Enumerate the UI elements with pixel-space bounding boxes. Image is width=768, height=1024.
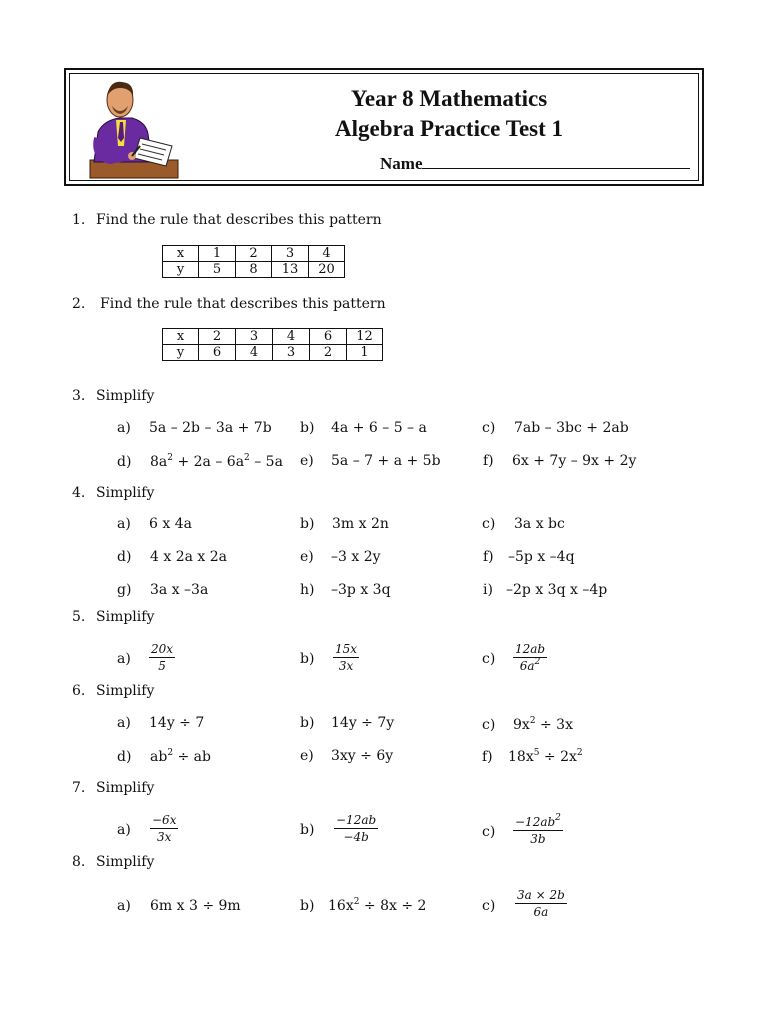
table-cell: 8 bbox=[236, 262, 272, 278]
q4f-label: f) bbox=[483, 549, 494, 565]
q4g-expression: 3a x –3a bbox=[150, 582, 209, 598]
q8-number: 8. bbox=[72, 854, 86, 870]
q4f-expression: –5p x –4q bbox=[508, 549, 575, 565]
table-cell: y bbox=[163, 345, 199, 361]
q3b-expression: 4a + 6 – 5 – a bbox=[331, 420, 427, 436]
q3a-expression: 5a – 2b – 3a + 7b bbox=[149, 420, 272, 436]
q3f-label: f) bbox=[483, 453, 494, 469]
name-field bbox=[380, 154, 690, 174]
q5a-fraction: 20x 5 bbox=[151, 642, 174, 673]
q4b-expression: 3m x 2n bbox=[332, 516, 389, 532]
q8b-expression: $16x^2 \div 8x \div 2$ bbox=[328, 897, 427, 914]
table-row bbox=[163, 246, 345, 262]
q1-text: Find the rule that describes this pattern bbox=[96, 212, 382, 228]
q2-number: 2. bbox=[72, 296, 86, 312]
table-cell: y bbox=[163, 262, 199, 278]
name-label: Name bbox=[380, 154, 423, 173]
page-title: Year 8 Mathematics bbox=[350, 86, 548, 111]
q2-text: Find the rule that describes this pattern bbox=[100, 296, 386, 312]
q6a-expression: 14y ÷ 7 bbox=[149, 715, 205, 731]
table-cell: 4 bbox=[273, 329, 310, 345]
q4c-label: c) bbox=[482, 516, 496, 532]
q4h-label: h) bbox=[300, 582, 315, 598]
table-row bbox=[163, 262, 345, 278]
table-cell: 12 bbox=[347, 329, 383, 345]
table-cell: 6 bbox=[310, 329, 347, 345]
table-cell: 20 bbox=[309, 262, 345, 278]
table-cell: 3 bbox=[236, 329, 273, 345]
q8c-fraction: 3a × 2b 6a bbox=[517, 888, 565, 919]
q5-number: 5. bbox=[72, 609, 86, 625]
q6b-label: b) bbox=[300, 715, 315, 731]
q6e-expression: 3xy ÷ 6y bbox=[331, 748, 394, 764]
table-cell: x bbox=[163, 246, 199, 262]
q3b-label: b) bbox=[300, 420, 315, 436]
q7a-label: a) bbox=[117, 822, 131, 838]
q3f-expression: 6x + 7y – 9x + 2y bbox=[512, 453, 637, 469]
table-cell: 1 bbox=[199, 246, 236, 262]
q6-number: 6. bbox=[72, 683, 86, 699]
page-subtitle: Algebra Practice Test 1 bbox=[334, 116, 564, 141]
table-cell: 2 bbox=[310, 345, 347, 361]
q3d-label: d) bbox=[117, 454, 132, 470]
q6d-label: d) bbox=[117, 749, 132, 765]
q6c-label: c) bbox=[482, 717, 496, 733]
q3d-expression: $8a^2 + 2a - 6a^2 - 5a$ bbox=[150, 453, 283, 470]
q4d-label: d) bbox=[117, 549, 132, 565]
q6f-expression: $18x^5 \div 2x^2$ bbox=[508, 748, 583, 765]
q6a-label: a) bbox=[117, 715, 131, 731]
header-inner-border bbox=[69, 73, 699, 181]
q3c-expression: 7ab – 3bc + 2ab bbox=[514, 420, 629, 436]
q4-text: Simplify bbox=[96, 485, 155, 501]
q7-text: Simplify bbox=[96, 780, 155, 796]
q4h-expression: –3p x 3q bbox=[331, 582, 391, 598]
q4i-expression: –2p x 3q x –4p bbox=[506, 582, 608, 598]
teacher-at-desk-icon bbox=[80, 76, 184, 180]
q3e-label: e) bbox=[300, 453, 314, 469]
q6d-expression: $ab^2$ ÷ ab bbox=[150, 748, 211, 765]
q5b-fraction: 15x 3x bbox=[335, 642, 358, 673]
q4c-expression: 3a x bc bbox=[514, 516, 565, 532]
table-cell: 3 bbox=[272, 246, 309, 262]
q4e-label: e) bbox=[300, 549, 314, 565]
q7b-label: b) bbox=[300, 822, 315, 838]
q3c-label: c) bbox=[482, 420, 496, 436]
table-cell: 2 bbox=[199, 329, 236, 345]
q6b-expression: 14y ÷ 7y bbox=[331, 715, 395, 731]
q8c-label: c) bbox=[482, 898, 496, 914]
table-row bbox=[163, 329, 383, 345]
q6-text: Simplify bbox=[96, 683, 155, 699]
table-cell: 13 bbox=[272, 262, 309, 278]
q7a-fraction: −6x 3x bbox=[152, 813, 177, 844]
table-cell: 5 bbox=[199, 262, 236, 278]
q8a-expression: 6m x 3 ÷ 9m bbox=[150, 898, 241, 914]
table-cell: 6 bbox=[199, 345, 236, 361]
q5-text: Simplify bbox=[96, 609, 155, 625]
q1-number: 1. bbox=[72, 212, 86, 228]
q4d-expression: 4 x 2a x 2a bbox=[150, 549, 228, 565]
q4a-expression: 6 x 4a bbox=[149, 516, 192, 532]
q8-text: Simplify bbox=[96, 854, 155, 870]
table-cell: 4 bbox=[309, 246, 345, 262]
q4i-label: i) bbox=[483, 582, 493, 598]
q1-pattern-table bbox=[162, 245, 345, 278]
q8b-label: b) bbox=[300, 898, 315, 914]
q2-pattern-table bbox=[162, 328, 383, 361]
name-underline bbox=[422, 154, 690, 169]
q7b-fraction: −12ab −4b bbox=[336, 813, 377, 844]
table-row bbox=[163, 345, 383, 361]
q5b-label: b) bbox=[300, 651, 315, 667]
q6e-label: e) bbox=[300, 748, 314, 764]
table-cell: 4 bbox=[236, 345, 273, 361]
q5c-fraction: 12ab $6a^2$ bbox=[515, 642, 546, 673]
q4-number: 4. bbox=[72, 485, 86, 501]
table-cell: x bbox=[163, 329, 199, 345]
q3-number: 3. bbox=[72, 388, 86, 404]
table-cell: 3 bbox=[273, 345, 310, 361]
q7c-label: c) bbox=[482, 824, 496, 840]
q3a-label: a) bbox=[117, 420, 131, 436]
q4g-label: g) bbox=[117, 582, 132, 598]
q4b-label: b) bbox=[300, 516, 315, 532]
q7c-fraction: $-12ab^2$ 3b bbox=[515, 813, 561, 846]
table-cell: 2 bbox=[236, 246, 272, 262]
q7-number: 7. bbox=[72, 780, 86, 796]
q6f-label: f) bbox=[482, 749, 493, 765]
q3e-expression: 5a – 7 + a + 5b bbox=[331, 453, 441, 469]
header-box bbox=[64, 68, 704, 186]
q8a-label: a) bbox=[117, 898, 131, 914]
q4e-expression: –3 x 2y bbox=[331, 549, 381, 565]
q5c-label: c) bbox=[482, 651, 496, 667]
q5a-label: a) bbox=[117, 651, 131, 667]
q6c-expression: $9x^2 \div 3x$ bbox=[513, 716, 573, 733]
q3-text: Simplify bbox=[96, 388, 155, 404]
q4a-label: a) bbox=[117, 516, 131, 532]
table-cell: 1 bbox=[347, 345, 383, 361]
